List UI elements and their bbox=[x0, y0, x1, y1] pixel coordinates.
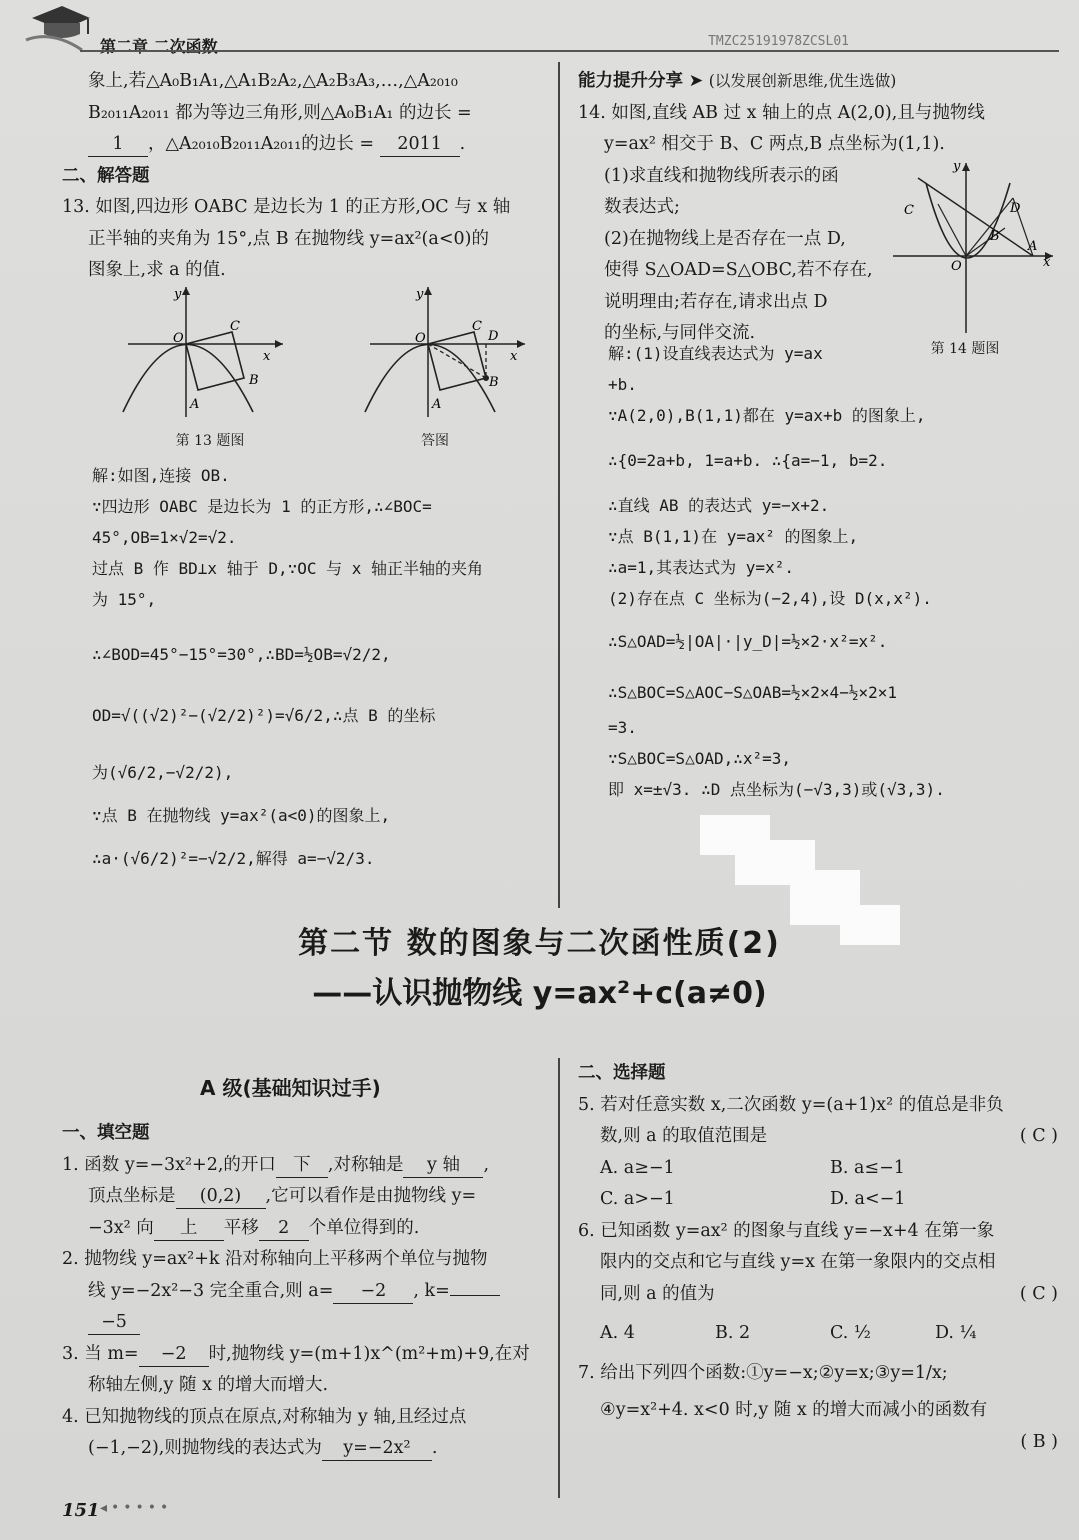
solution-line: ∴S△OAD=½|OA|·|y_D|=½×2·x²=x². bbox=[608, 632, 888, 651]
answer-blank: 1 bbox=[88, 132, 148, 157]
solution-line: ∴∠BOD=45°−15°=30°,∴BD=½OB=√2/2, bbox=[92, 645, 391, 664]
text-line: 1 ，△A₂₀₁₀B₂₀₁₁A₂₀₁₁的边长 = 2011 . bbox=[62, 129, 552, 161]
text-line: 象上,若△A₀B₁A₁,△A₁B₂A₂,△A₂B₃A₃,…,△A₂₀₁₀ bbox=[88, 71, 458, 91]
svg-text:B: B bbox=[990, 229, 1000, 244]
text-fragment: 的边长 = bbox=[301, 134, 375, 154]
svg-text:C: C bbox=[230, 319, 240, 334]
svg-text:O: O bbox=[173, 331, 184, 346]
text-fragment: 线 y=−2x²−3 完全重合,则 a= bbox=[88, 1280, 334, 1301]
text-line: 说明理由;若存在,请求出点 D bbox=[604, 291, 828, 312]
text-line bbox=[62, 1181, 552, 1213]
question-2: 2. 抛物线 y=ax²+k 沿对称轴向上平移两个单位与抛物 bbox=[62, 1249, 488, 1269]
text-fragment: ,对称轴是 bbox=[327, 1154, 404, 1175]
answer-blank: 2011 bbox=[380, 132, 460, 157]
svg-text:A: A bbox=[1028, 239, 1038, 254]
question-6: 6. 已知函数 y=ax² 的图象与直线 y=−x+4 在第一象 bbox=[578, 1220, 995, 1241]
figure-14 bbox=[888, 158, 1058, 338]
text-fragment: 3. 当 m= bbox=[62, 1343, 139, 1364]
question-4: 4. 已知抛物线的顶点在原点,对称轴为 y 轴,且经过点 bbox=[62, 1406, 467, 1427]
text-fragment: , k= bbox=[413, 1280, 450, 1301]
text-line: (2)在抛物线上是否存在一点 D, bbox=[604, 228, 846, 249]
solution-line: ∴{0=2a+b, 1=a+b. ∴{a=−1, b=2. bbox=[608, 451, 888, 470]
section-heading: 二、选择题 bbox=[578, 1063, 666, 1083]
answer-blank: −5 bbox=[88, 1310, 140, 1335]
svg-text:C: C bbox=[904, 203, 914, 218]
text-fragment: 平移 bbox=[223, 1217, 259, 1238]
solution-line: 过点 B 作 BD⊥x 轴于 D,∵OC 与 x 轴正半轴的夹角 bbox=[92, 559, 484, 578]
svg-text:y: y bbox=[416, 287, 424, 302]
text-fragment: 1. 函数 y=−3x²+2,的开口 bbox=[62, 1154, 276, 1175]
solution-line: ∵四边形 OABC 是边长为 1 的正方形,∴∠BOC= bbox=[92, 497, 432, 516]
svg-text:x: x bbox=[510, 349, 518, 364]
solution-14 bbox=[608, 338, 1068, 805]
text-line: ④y=x²+4. x<0 时,y 随 x 的增大而减小的函数有 bbox=[600, 1400, 988, 1420]
question-3 bbox=[62, 1339, 552, 1371]
svg-text:O: O bbox=[415, 331, 426, 346]
answer-blank: (0,2) bbox=[176, 1184, 266, 1209]
level-a-heading: A 级(基础知识过手) bbox=[200, 1076, 381, 1100]
svg-text:A: A bbox=[432, 397, 442, 412]
text-fragment: ，△A₂₀₁₀B₂₀₁₁A₂₀₁₁ bbox=[148, 134, 302, 154]
text-fragment: 数,则 a 的取值范围是 bbox=[600, 1126, 768, 1146]
solution-line: ∴a·(√6/2)²=−√2/2,解得 a=−√2/3. bbox=[92, 849, 375, 868]
section-subtitle: ——认识抛物线 y=ax²+c(a≠0) bbox=[312, 976, 767, 1011]
text-line: 使得 S△OAD=S△OBC,若不存在, bbox=[604, 260, 873, 280]
question-14: 14. 如图,直线 AB 过 x 轴上的点 A(2,0),且与抛物线 bbox=[578, 102, 985, 123]
solution-line: ∵点 B 在抛物线 y=ax²(a<0)的图象上, bbox=[92, 806, 391, 825]
solution-line: +b. bbox=[608, 375, 637, 394]
text-fragment: 时,抛物线 y=(m+1)x^(m²+m)+9,在对 bbox=[208, 1343, 530, 1364]
svg-text:D: D bbox=[488, 329, 499, 344]
text-line: 正半轴的夹角为 15°,点 B 在抛物线 y=ax²(a<0)的 bbox=[88, 228, 489, 249]
question-1: 1. 函数 y=−3x²+2,的开口 下 ,对称轴是 y 轴 , bbox=[62, 1150, 552, 1182]
options-row bbox=[578, 1184, 1058, 1216]
solution-line: ∵A(2,0),B(1,1)都在 y=ax+b 的图象上, bbox=[608, 406, 926, 425]
option: A. 4 bbox=[600, 1323, 635, 1343]
solution-line: 即 x=±√3. ∴D 点坐标为(−√3,3)或(√3,3). bbox=[608, 780, 945, 799]
svg-text:A: A bbox=[190, 397, 200, 412]
text-line: 数表达式; bbox=[604, 197, 680, 217]
question-13: 13. 如图,四边形 OABC 是边长为 1 的正方形,OC 与 x 轴 bbox=[62, 197, 511, 217]
svg-text:C: C bbox=[472, 319, 482, 334]
svg-text:x: x bbox=[1043, 255, 1051, 270]
page-header bbox=[0, 0, 1079, 58]
answer-choice: ( C ) bbox=[1019, 1126, 1058, 1146]
solution-line: 45°,OB=1×√2=√2. bbox=[92, 528, 237, 547]
text-fragment: ,它可以看作是由抛物线 y= bbox=[265, 1186, 477, 1206]
page-number: 151 bbox=[62, 1500, 100, 1521]
svg-text:y: y bbox=[953, 159, 961, 174]
solution-line: ∴S△BOC=S△AOC−S△OAB=½×2×4−½×2×1 bbox=[608, 683, 897, 702]
option: D. ¼ bbox=[935, 1323, 977, 1343]
solution-line: ∵S△BOC=S△OAD,∴x²=3, bbox=[608, 749, 792, 768]
option: C. a>−1 bbox=[600, 1189, 675, 1209]
text-line bbox=[62, 1213, 552, 1245]
answer-blank: 上 bbox=[154, 1216, 224, 1241]
option: C. ½ bbox=[830, 1323, 871, 1343]
svg-text:y: y bbox=[174, 287, 182, 302]
solution-line: ∵点 B(1,1)在 y=ax² 的图象上, bbox=[608, 527, 859, 546]
text-fragment: −3x² 向 bbox=[88, 1217, 154, 1238]
option: D. a<−1 bbox=[830, 1189, 906, 1209]
text-line bbox=[62, 1433, 552, 1465]
column-divider-lower bbox=[558, 1058, 560, 1498]
choice-section bbox=[578, 1058, 1058, 1458]
text-line: (1)求直线和抛物线所表示的函 bbox=[604, 165, 839, 186]
solution-line: =3. bbox=[608, 718, 637, 737]
solution-13 bbox=[92, 460, 552, 874]
left-column bbox=[62, 66, 552, 287]
section-note: (以发展创新思维,优生选做) bbox=[708, 72, 897, 90]
option: A. a≥−1 bbox=[600, 1157, 675, 1178]
question-5: 5. 若对任意实数 x,二次函数 y=(a+1)x² 的值总是非负 bbox=[578, 1094, 1004, 1115]
question-7: 7. 给出下列四个函数:①y=−x;②y=x;③y=1/x; bbox=[578, 1362, 948, 1383]
svg-text:B: B bbox=[249, 373, 259, 388]
text-fragment: . bbox=[431, 1438, 438, 1458]
solution-line: 解:(1)设直线表达式为 y=ax bbox=[608, 344, 823, 363]
section-heading: 一、填空题 bbox=[62, 1123, 150, 1143]
options-row bbox=[578, 1153, 1058, 1185]
section-title: 第二节 数的图象与二次函性质(2) bbox=[298, 926, 781, 961]
fill-in-section bbox=[62, 1118, 552, 1465]
solution-line: 为 15°, bbox=[92, 590, 157, 609]
svg-text:x: x bbox=[263, 349, 271, 364]
svg-text:B: B bbox=[489, 375, 499, 390]
figure-13 bbox=[118, 282, 288, 422]
text-fragment: 顶点坐标是 bbox=[88, 1186, 176, 1206]
solution-line: OD=√((√2)²−(√2/2)²)=√6/2,∴点 B 的坐标 bbox=[92, 706, 436, 725]
answer-blank bbox=[450, 1295, 500, 1296]
answer-blank: −2 bbox=[139, 1342, 209, 1367]
options-row bbox=[578, 1318, 1058, 1350]
chapter-title: 第二章 二次函数 bbox=[100, 37, 218, 56]
option: B. a≤−1 bbox=[830, 1157, 905, 1178]
solution-line: ∴a=1,其表达式为 y=x². bbox=[608, 558, 794, 577]
text-line: 限内的交点和它与直线 y=x 在第一象限内的交点相 bbox=[600, 1252, 996, 1272]
text-line: 的坐标,与同伴交流. bbox=[604, 323, 756, 343]
solution-line: (2)存在点 C 坐标为(−2,4),设 D(x,x²). bbox=[608, 589, 932, 608]
figure-14-caption: 第 14 题图 bbox=[930, 341, 1000, 357]
svg-text:D: D bbox=[1010, 201, 1021, 216]
answer-blank: y 轴 bbox=[403, 1153, 483, 1178]
page-number-dots: ◂••••• bbox=[100, 1500, 173, 1516]
text-line bbox=[578, 1121, 1058, 1153]
figure-answer-caption: 答图 bbox=[421, 433, 449, 449]
figure-answer bbox=[360, 282, 530, 422]
section-title: 能力提升分享 bbox=[578, 71, 683, 91]
text-fragment: 同,则 a 的值为 bbox=[600, 1283, 715, 1304]
answer-blank: y=−2x² bbox=[322, 1436, 432, 1461]
text-fragment: (−1,−2),则抛物线的表达式为 bbox=[88, 1438, 322, 1458]
section-heading: 能力提升分享 ➤ (以发展创新思维,优生选做) bbox=[578, 71, 897, 91]
section-heading: 二、解答题 bbox=[62, 165, 150, 186]
graduation-cap-icon bbox=[22, 0, 92, 56]
answer-blank: 2 bbox=[259, 1216, 309, 1241]
answer-choice: ( B ) bbox=[1020, 1431, 1058, 1452]
solution-line: 解:如图,连接 OB. bbox=[92, 466, 230, 485]
text-line bbox=[578, 1279, 1058, 1311]
option: B. 2 bbox=[715, 1323, 751, 1343]
answer-blank: 下 bbox=[276, 1153, 328, 1178]
text-line: B₂₀₁₁A₂₀₁₁ 都为等边三角形,则△A₀B₁A₁ 的边长 = bbox=[88, 102, 472, 123]
answer-choice: ( C ) bbox=[1019, 1283, 1058, 1304]
solution-line: 为(√6/2,−√2/2), bbox=[92, 763, 234, 782]
column-divider bbox=[558, 62, 560, 908]
answer-blank: −2 bbox=[333, 1279, 413, 1304]
text-line: 图象上,求 a 的值. bbox=[88, 260, 226, 280]
text-fragment: 个单位得到的. bbox=[308, 1217, 420, 1238]
text-line: 称轴左侧,y 随 x 的增大而增大. bbox=[88, 1375, 329, 1395]
text-line: y=ax² 相交于 B、C 两点,B 点坐标为(1,1). bbox=[604, 134, 945, 154]
book-code: TMZC25191978ZCSL01 bbox=[708, 34, 849, 49]
text-line bbox=[62, 1276, 552, 1308]
figure-13-caption: 第 13 题图 bbox=[175, 433, 245, 449]
svg-text:O: O bbox=[951, 259, 962, 274]
solution-line: ∴直线 AB 的表达式 y=−x+2. bbox=[608, 496, 830, 515]
header-rule bbox=[80, 50, 1059, 52]
text-line bbox=[62, 1307, 552, 1339]
